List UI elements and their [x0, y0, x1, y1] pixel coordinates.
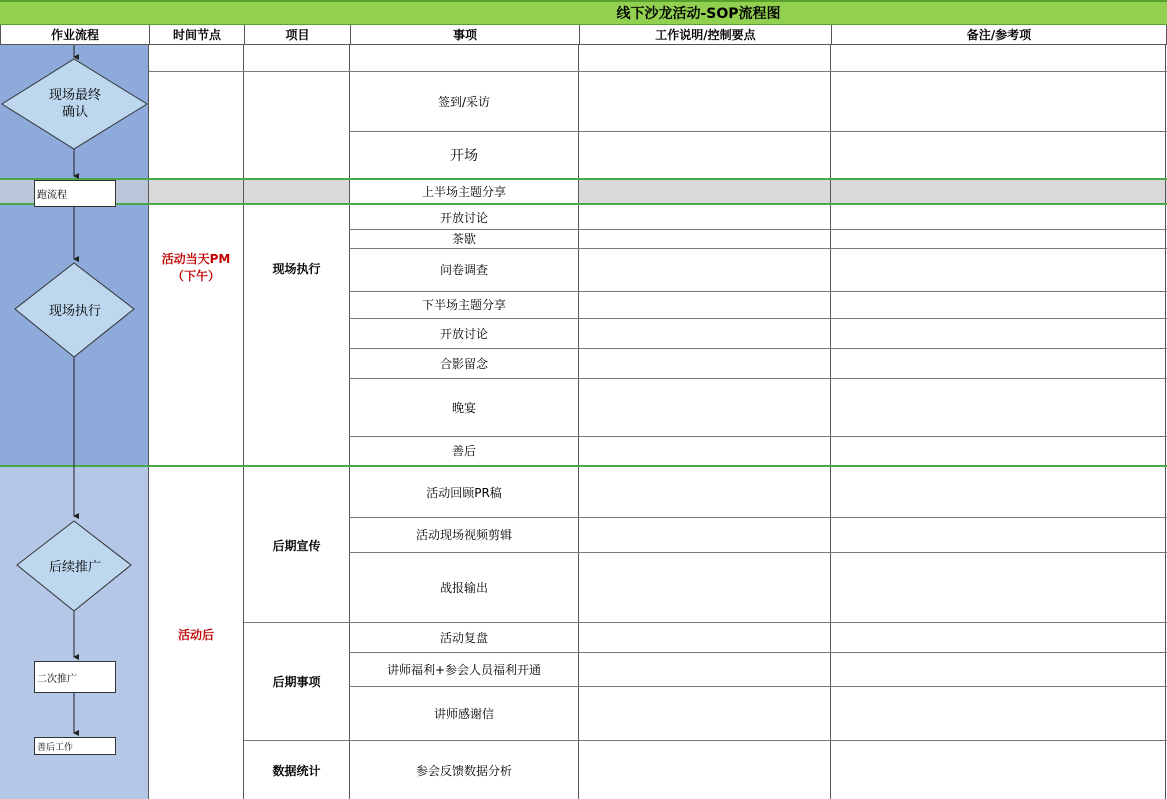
header-item: 事项 [350, 25, 579, 45]
flow-box-rehearsal: 跑流程 [34, 180, 116, 207]
item-benefits: 讲师福利+参会人员福利开通 [386, 662, 542, 677]
flow-step-label: 确认 [61, 105, 88, 120]
item-feedback: 参会反馈数据分析 [415, 763, 512, 778]
flow-step-onsite: 现场执行 [48, 303, 101, 319]
item-discussion-2: 开放讨论 [439, 326, 488, 341]
item-discussion-1: 开放讨论 [439, 210, 488, 225]
item-tea-break: 茶歇 [451, 232, 476, 246]
flow-box-cleanup: 善后工作 [34, 737, 116, 755]
item-opening: 开场 [450, 148, 478, 164]
header-workflow: 作业流程 [0, 25, 149, 45]
section-divider [0, 465, 1167, 467]
grid-hline [149, 71, 1167, 72]
project-followup: 后期事项 [272, 674, 321, 689]
time-node-label: 活动当天PM [161, 252, 231, 266]
item-second-half: 下半场主题分享 [421, 298, 506, 312]
item-survey: 问卷调查 [439, 263, 488, 277]
item-thanks: 讲师感谢信 [433, 706, 494, 721]
flow-step-label: 现场最终 [48, 88, 101, 103]
page-title: 线下沙龙活动-SOP流程图 [0, 0, 1167, 25]
header-time-node: 时间节点 [149, 25, 244, 45]
item-first-half: 上半场主题分享 [421, 185, 506, 199]
item-cleanup: 善后 [451, 444, 476, 458]
flow-step-final-confirm [30, 86, 120, 122]
header-description: 工作说明/控制要点 [579, 25, 831, 45]
project-publicity: 后期宣传 [272, 538, 321, 553]
item-checkin: 签到/采访 [437, 94, 491, 109]
item-review: 活动复盘 [439, 630, 488, 645]
project-onsite: 现场执行 [272, 261, 321, 276]
item-report: 战报输出 [439, 580, 488, 595]
flow-box-second-promo: 二次推广 [34, 661, 116, 693]
time-node-after: 活动后 [177, 627, 214, 642]
item-pr: 活动回顾PR稿 [426, 485, 502, 500]
time-node-label: （下午） [171, 269, 220, 283]
highlight-row [149, 179, 1167, 204]
item-video: 活动现场视频剪辑 [415, 528, 512, 542]
flow-step-promotion: 后续推广 [48, 559, 101, 575]
section-divider [0, 178, 1167, 180]
header-project: 项目 [244, 25, 350, 45]
item-group-photo: 合影留念 [439, 356, 488, 371]
item-dinner: 晚宴 [451, 400, 476, 415]
header-notes: 备注/参考项 [831, 25, 1167, 45]
time-node-pm [149, 250, 243, 286]
section-divider [0, 203, 1167, 205]
project-stats: 数据统计 [272, 763, 321, 778]
